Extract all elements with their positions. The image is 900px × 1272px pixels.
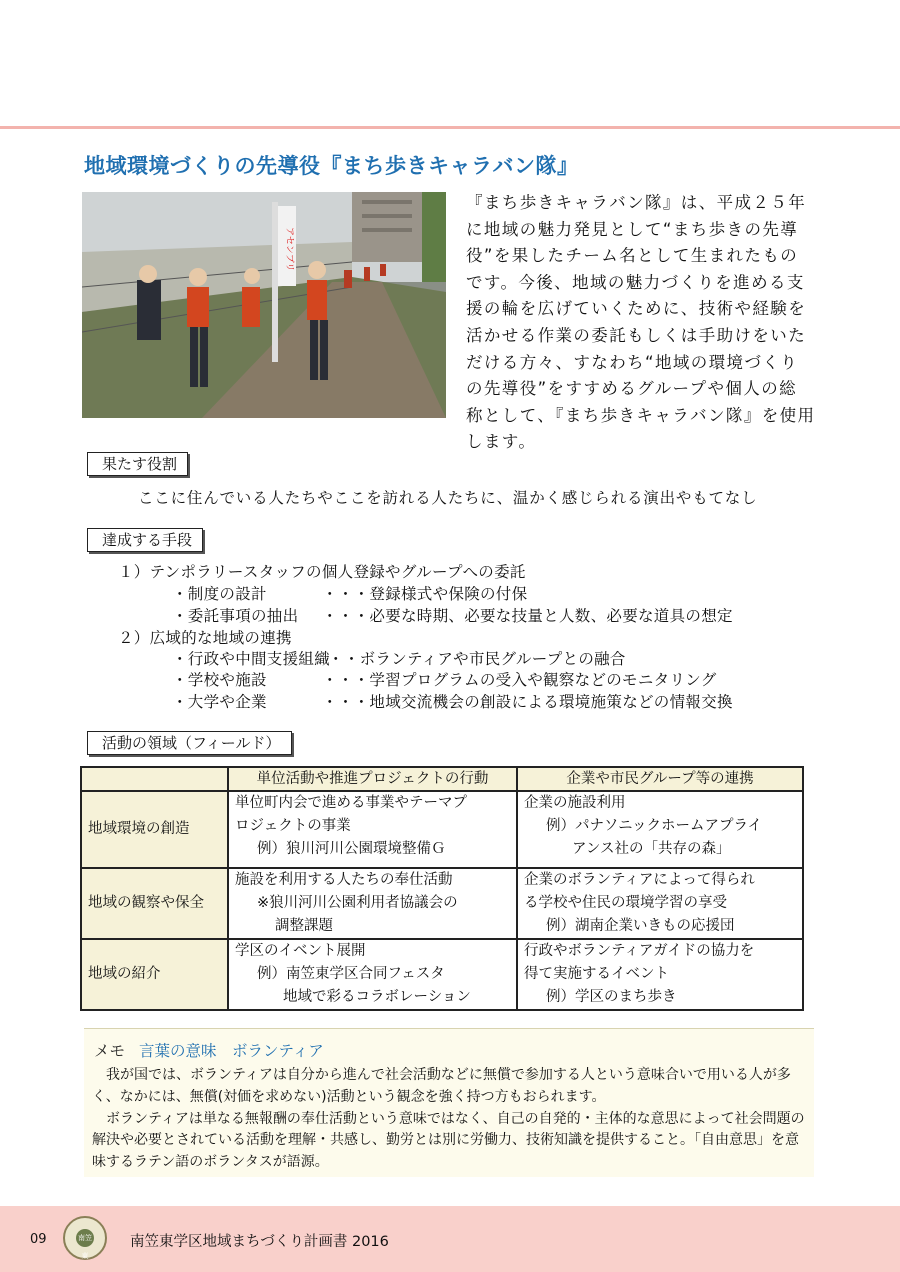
- table-header-cell: [81, 767, 228, 791]
- cell-line: 企業のボランティアによって得られ: [524, 872, 755, 888]
- intro-line: 活かせる作業の委託もしくは手助けをいた: [466, 325, 807, 345]
- intro-line: の先導役”をすすめるグループや個人の総: [466, 379, 797, 399]
- cell-line: 企業の施設利用: [524, 795, 626, 811]
- table-row: [81, 791, 803, 868]
- cell-line: 例）パナソニックホームアプライ: [546, 818, 763, 834]
- cell-line: 学区のイベント展開: [235, 943, 366, 959]
- memo-marker: メモ: [94, 1042, 126, 1060]
- memo-paragraph: ボランティアは単なる無報酬の奉仕活動という意味ではなく、自己の自発的・主体的な意思によって社会問題の解決や必要とされている活動を理解・共感し、勤労とは別に労働力、技術知識を提供すること。「自由意思」を意味するラテン語のボランタスが語源。: [92, 1110, 805, 1171]
- cell-line: 調整課題: [275, 918, 333, 934]
- walking-group-illustration: [82, 192, 446, 418]
- footer-title: 南笠東学区地域まちづくり計画書 2016: [130, 1234, 389, 1250]
- footer-bar: [0, 1206, 900, 1272]
- cell-line: 施設を利用する人たちの奉仕活動: [235, 872, 453, 888]
- memo-body: [92, 1065, 810, 1174]
- table-header-row: [81, 767, 803, 791]
- intro-line: 役”を果したチーム名として生まれたもの: [466, 246, 799, 266]
- intro-line: に地域の魅力発見として“まち歩きの先導: [466, 219, 799, 239]
- intro-line: します。: [466, 432, 537, 452]
- memo-paragraph: 我が国では、ボランティアは自分から進んで社会活動などに無償で参加する人という意味合いで用いる人が多く、なかには、無償(対価を求めない)活動という観念を強く持つ方もおられます。: [92, 1067, 791, 1105]
- intro-line: です。今後、地域の魅力づくりを進める支: [466, 272, 805, 292]
- table-cell: [517, 791, 803, 868]
- intro-line: 『まち歩きキャラバン隊』は、平成２５年: [466, 193, 807, 212]
- cell-line: ロジェクトの事業: [235, 818, 351, 834]
- table-row: [81, 939, 803, 1010]
- means-item1-row1-left: ・制度の設計: [172, 585, 267, 603]
- table-cell: [517, 868, 803, 939]
- means-item1-heading: １）テンポラリースタッフの個人登録やグループへの委託: [118, 563, 526, 581]
- caravan-photo: [82, 192, 446, 418]
- row-heading: 地域環境の創造: [81, 791, 228, 868]
- means-item2-heading: ２）広域的な地域の連携: [118, 629, 292, 647]
- means-item2-row2-left: ・学校や施設: [172, 671, 267, 689]
- means-item2-row2-right: ・・・学習プログラムの受入や観察などのモニタリング: [322, 671, 717, 689]
- district-logo: [63, 1216, 107, 1260]
- means-item1-row1-right: ・・・登録様式や保険の付保: [322, 585, 528, 603]
- intro-line: 援の輪を広げていくために、技術や経験を: [466, 299, 807, 319]
- cell-line: 単位町内会で進める事業やテーマプ: [235, 795, 467, 811]
- table-cell: [228, 791, 517, 868]
- memo-heading: 言葉の意味 ボランティア: [139, 1042, 324, 1060]
- top-divider: [0, 126, 900, 129]
- role-section-label: 果たす役割: [87, 452, 188, 476]
- cell-line: アンス社の「共存の森」: [572, 841, 731, 857]
- intro-paragraph: [466, 190, 818, 456]
- logo-emblem: 南笠東: [76, 1229, 94, 1247]
- row-heading: 地域の観察や保全: [81, 868, 228, 939]
- cell-line: 例）湖南企業いきもの応援団: [546, 918, 735, 934]
- means-section-label: 達成する手段: [87, 528, 203, 552]
- table-header-cell: 企業や市民グループ等の連携: [517, 767, 803, 791]
- means-item2-row1-left: ・行政や中間支援組織: [172, 650, 331, 668]
- cell-line: 地域で彩るコラボレーション: [283, 989, 471, 1005]
- memo-title: [94, 1039, 324, 1061]
- cell-line: 例）狼川河川公園環境整備Ｇ: [257, 841, 446, 857]
- table-cell: [228, 868, 517, 939]
- cell-line: る学校や住民の環境学習の享受: [524, 895, 727, 911]
- means-item1-row2-left: ・委託事項の抽出: [172, 607, 299, 625]
- fields-section-label: 活動の領域（フィールド）: [87, 731, 292, 755]
- means-item1-row2-right: ・・・必要な時期、必要な技量と人数、必要な道具の想定: [322, 607, 733, 625]
- fields-table: [80, 766, 804, 1011]
- table-cell: [228, 939, 517, 1010]
- role-text: ここに住んでいる人たちやここを訪れる人たちに、温かく感じられる演出やもてなし: [138, 489, 758, 507]
- table-header-cell: 単位活動や推進プロジェクトの行動: [228, 767, 517, 791]
- cell-line: 得て実施するイベント: [524, 966, 669, 982]
- flag-text: アセンブリ: [284, 227, 294, 272]
- cell-line: 行政やボランティアガイドの協力を: [524, 943, 755, 959]
- intro-line: 称として、『まち歩きキャラバン隊』を使用: [466, 405, 816, 425]
- cell-line: 例）南笠東学区合同フェスタ: [257, 966, 445, 982]
- page-title: 地域環境づくりの先導役『まち歩きキャラバン隊』: [84, 154, 579, 178]
- cell-line: ※狼川河川公園利用者協議会の: [257, 895, 458, 911]
- means-item2-row3-right: ・・・地域交流機会の創設による環境施策などの情報交換: [322, 693, 733, 711]
- means-item2-row1-right: ・・ボランティアや市民グループとの融合: [328, 650, 626, 668]
- table-row: [81, 868, 803, 939]
- intro-line: だける方々、すなわち“地域の環境づくり: [466, 352, 799, 372]
- means-item2-row3-left: ・大学や企業: [172, 693, 267, 711]
- cell-line: 例）学区のまち歩き: [546, 989, 677, 1005]
- memo-box: [84, 1028, 814, 1177]
- table-cell: [517, 939, 803, 1010]
- page-number: 09: [30, 1232, 47, 1247]
- row-heading: 地域の紹介: [81, 939, 228, 1010]
